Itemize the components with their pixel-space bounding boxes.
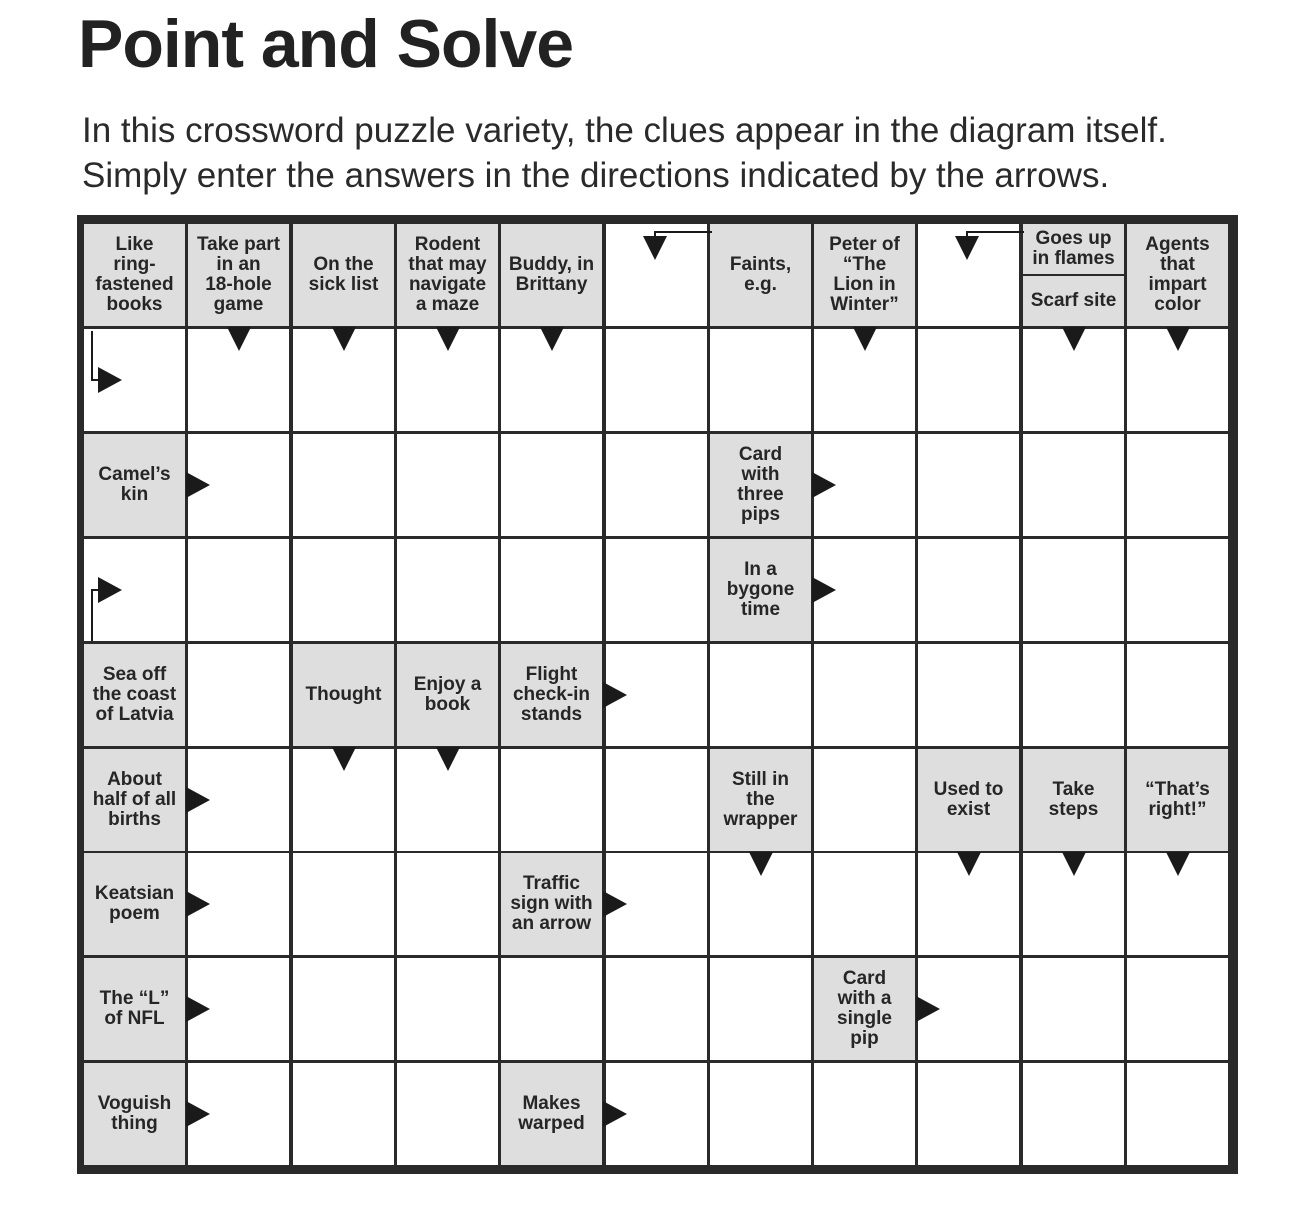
clue-text: Traffic sign with an arrow: [510, 873, 593, 934]
arrow-right-icon: [603, 682, 627, 708]
answer-cell[interactable]: [1127, 539, 1228, 641]
clue-text: Peter of “The Lion in Winter”: [829, 234, 900, 315]
clue-cell: [814, 958, 915, 1060]
answer-cell[interactable]: [606, 958, 707, 1060]
answer-cell[interactable]: [1127, 1063, 1228, 1165]
answer-cell[interactable]: [188, 539, 289, 641]
clue-cell: [501, 644, 602, 746]
arrow-down-icon: [332, 327, 356, 351]
puzzle-instructions: [82, 108, 1167, 198]
clue-half-bottom: [1023, 276, 1124, 326]
answer-cell[interactable]: [293, 434, 394, 536]
clue-cell: [84, 958, 185, 1060]
clue-text: Buddy, in Brittany: [508, 254, 595, 295]
answer-cell[interactable]: [710, 1063, 811, 1165]
answer-cell[interactable]: [814, 749, 915, 851]
answer-cell[interactable]: [814, 1063, 915, 1165]
clue-cell: [293, 224, 394, 326]
answer-cell[interactable]: [1127, 434, 1228, 536]
answer-cell[interactable]: [1023, 539, 1124, 641]
clue-text: On the sick list: [308, 254, 379, 295]
arrow-down-icon: [1166, 852, 1190, 876]
clue-text: Take steps: [1048, 779, 1099, 820]
clue-cell: [918, 749, 1019, 851]
clue-text: Flight check-in stands: [512, 664, 591, 725]
arrow-down-icon: [540, 327, 564, 351]
clue-cell: [1127, 749, 1228, 851]
arrow-right-icon: [916, 996, 940, 1022]
clue-text: Enjoy a book: [413, 674, 482, 715]
clue-cell: [710, 749, 811, 851]
clue-cell: [1127, 224, 1228, 326]
arrow-down-icon: [1166, 327, 1190, 351]
answer-cell[interactable]: [918, 329, 1019, 431]
clue-text: Like ring- fastened books: [95, 234, 174, 315]
answer-cell[interactable]: [293, 1063, 394, 1165]
clue-cell: [710, 224, 811, 326]
answer-cell[interactable]: [606, 329, 707, 431]
clue-text: Used to exist: [933, 779, 1004, 820]
clue-text: “That’s right!”: [1145, 779, 1210, 820]
answer-cell[interactable]: [918, 644, 1019, 746]
instructions-line-1: In this crossword puzzle variety, the clues appear in the diagram itself.: [82, 111, 1167, 150]
answer-cell[interactable]: [606, 434, 707, 536]
answer-cell[interactable]: [1023, 1063, 1124, 1165]
answer-cell[interactable]: [606, 749, 707, 851]
arrow-down-icon: [436, 327, 460, 351]
clue-text: Take part in an 18-hole game: [196, 234, 281, 315]
hook-arrow-down-icon: [955, 236, 979, 260]
answer-cell[interactable]: [501, 539, 602, 641]
answer-cell[interactable]: [1127, 644, 1228, 746]
arrow-right-icon: [186, 1101, 210, 1127]
clue-text: Agents that impart color: [1145, 234, 1210, 315]
answer-cell[interactable]: [397, 1063, 498, 1165]
clue-text: Still in the wrapper: [723, 769, 798, 830]
arrow-right-icon: [603, 891, 627, 917]
clue-cell: [84, 1063, 185, 1165]
answer-cell[interactable]: [710, 329, 811, 431]
clue-cell: [188, 224, 289, 326]
clue-cell: [293, 644, 394, 746]
answer-cell[interactable]: [501, 434, 602, 536]
clue-text: Scarf site: [1030, 290, 1117, 311]
clue-text: About half of all births: [92, 769, 177, 830]
clue-cell: [501, 853, 602, 955]
clue-cell: [84, 749, 185, 851]
answer-cell[interactable]: [293, 958, 394, 1060]
clue-cell: [397, 224, 498, 326]
arrow-down-icon: [957, 852, 981, 876]
arrow-right-icon: [603, 1101, 627, 1127]
clue-cell: [397, 644, 498, 746]
clue-text: Faints, e.g.: [729, 254, 792, 295]
arrow-down-icon: [436, 747, 460, 771]
arrow-right-icon: [186, 891, 210, 917]
page-title: Point and Solve: [78, 6, 574, 82]
hook-arrow-right-icon: [98, 367, 122, 393]
arrow-down-icon: [227, 327, 251, 351]
arrow-right-icon: [812, 472, 836, 498]
clue-cell: [501, 1063, 602, 1165]
clue-text: Sea off the coast of Latvia: [92, 664, 177, 725]
arrow-down-icon: [1062, 327, 1086, 351]
answer-cell[interactable]: [501, 749, 602, 851]
hook-arrow-line: [966, 231, 1024, 233]
arrow-down-icon: [853, 327, 877, 351]
arrow-down-icon: [332, 747, 356, 771]
answer-cell[interactable]: [397, 434, 498, 536]
arrow-right-icon: [186, 787, 210, 813]
arrow-down-icon: [1062, 852, 1086, 876]
answer-cell[interactable]: [293, 853, 394, 955]
answer-cell[interactable]: [814, 644, 915, 746]
clue-text: Card with a single pip: [837, 968, 892, 1049]
answer-cell[interactable]: [918, 1063, 1019, 1165]
clue-cell: [84, 853, 185, 955]
answer-cell[interactable]: [1023, 644, 1124, 746]
answer-cell[interactable]: [397, 958, 498, 1060]
answer-cell[interactable]: [293, 539, 394, 641]
arrow-down-icon: [749, 852, 773, 876]
answer-cell[interactable]: [501, 958, 602, 1060]
split-clue-cell: [1023, 224, 1124, 326]
clue-cell: [84, 224, 185, 326]
clue-text: Card with three pips: [737, 444, 784, 525]
clue-text: In a bygone time: [726, 559, 795, 620]
answer-cell[interactable]: [1023, 434, 1124, 536]
answer-cell[interactable]: [710, 644, 811, 746]
clue-text: Makes warped: [518, 1093, 585, 1134]
clue-cell: [501, 224, 602, 326]
arrow-right-icon: [186, 996, 210, 1022]
hook-arrow-line: [91, 331, 93, 381]
clue-text: Rodent that may navigate a maze: [408, 234, 487, 315]
answer-cell[interactable]: [918, 434, 1019, 536]
answer-cell[interactable]: [188, 644, 289, 746]
clue-cell: [814, 224, 915, 326]
clue-cell: [710, 434, 811, 536]
hook-arrow-down-icon: [643, 236, 667, 260]
hook-arrow-right-icon: [98, 577, 122, 603]
clue-text: Camel’s kin: [98, 464, 171, 505]
answer-cell[interactable]: [397, 853, 498, 955]
clue-text: Keatsian poem: [94, 883, 175, 924]
answer-cell[interactable]: [1127, 958, 1228, 1060]
clue-text: Voguish thing: [97, 1093, 172, 1134]
hook-arrow-line: [654, 231, 712, 233]
clue-text: Thought: [305, 684, 382, 705]
clue-cell: [710, 539, 811, 641]
answer-cell[interactable]: [1023, 958, 1124, 1060]
arrow-right-icon: [186, 472, 210, 498]
clue-cell: [84, 434, 185, 536]
answer-cell[interactable]: [814, 853, 915, 955]
answer-cell[interactable]: [606, 539, 707, 641]
answer-cell[interactable]: [397, 539, 498, 641]
instructions-line-2: Simply enter the answers in the directions indicated by the arrows.: [82, 156, 1110, 195]
clue-text: The “L” of NFL: [99, 988, 170, 1029]
clue-cell: [84, 644, 185, 746]
clue-half-top: [1023, 224, 1124, 274]
crossword-grid: [77, 215, 1238, 1174]
hook-arrow-line: [91, 591, 93, 641]
clue-text: Goes up in flames: [1032, 228, 1115, 269]
answer-cell[interactable]: [710, 958, 811, 1060]
answer-cell[interactable]: [918, 539, 1019, 641]
clue-cell: [1023, 749, 1124, 851]
arrow-right-icon: [812, 577, 836, 603]
